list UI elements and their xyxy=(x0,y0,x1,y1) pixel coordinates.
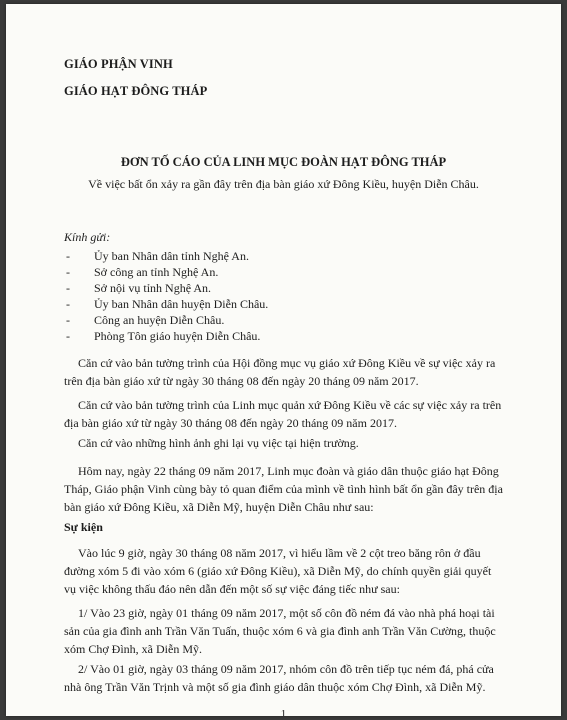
recipient-item: - Sở nội vụ tỉnh Nghệ An. xyxy=(64,280,268,296)
recipient-list xyxy=(64,248,268,344)
paragraph-basis-priest: Căn cứ vào bản tường trình của Linh mục quản xứ Đông Kiều về các sự việc xảy ra trên địa bàn giáo xứ từ ngày 30 tháng 08 đến ngày 20 tháng 09 năm 2017. xyxy=(64,398,502,430)
section-heading: Sự kiện xyxy=(64,520,103,534)
recipient-item: - Công an huyện Diễn Châu. xyxy=(64,312,268,328)
recipient-item: - Sở công an tỉnh Nghệ An. xyxy=(64,264,268,280)
paragraph-statement: Hôm nay, ngày 22 tháng 09 năm 2017, Linh mục đoàn và giáo dân thuộc giáo hạt Đông Tháp, Giáo phận Vinh cùng bày tỏ quan điểm của mình về tình hình bất ổn gần đây trên địa bàn giáo xứ Đông Kiều, xã Diễn Mỹ, huyện Diễn Châu như sau: xyxy=(64,464,503,514)
recipient-item: - Phòng Tôn giáo huyện Diễn Châu. xyxy=(64,328,268,344)
paragraph-event-1: 1/ Vào 23 giờ, ngày 01 tháng 09 năm 2017, một số côn đồ ném đá vào nhà phá hoại tài sản của gia đình anh Trần Văn Tuấn, thuộc xóm 6 và gia đình anh Trần Văn Cường, thuộc xóm Chợ Đình, xã Diễn Mỹ. xyxy=(64,606,496,656)
page-number: 1 xyxy=(280,708,287,716)
document-page xyxy=(6,4,561,716)
document-title: ĐƠN TỐ CÁO CỦA LINH MỤC ĐOÀN HẠT ĐÔNG THÁP xyxy=(120,155,447,169)
recipient-item: - Ủy ban Nhân dân huyện Diễn Châu. xyxy=(64,296,268,312)
salutation: Kính gửi: xyxy=(64,230,111,244)
diocese-name: GIÁO PHẬN VINH xyxy=(64,57,173,71)
paragraph-basis-images: Căn cứ vào những hình ảnh ghi lại vụ việc tại hiện trường. xyxy=(78,436,359,450)
paragraph-event-2: 2/ Vào 01 giờ, ngày 03 tháng 09 năm 2017, nhóm côn đồ trên tiếp tục ném đá, phá cửa nhà ông Trần Văn Trịnh và một số gia đình giáo dân thuộc xóm Chợ Đình, xã Diễn Mỹ. xyxy=(64,662,494,694)
recipient-item: - Ủy ban Nhân dân tỉnh Nghệ An. xyxy=(64,248,268,264)
paragraph-basis-council: Căn cứ vào bản tường trình của Hội đồng mục vụ giáo xứ Đông Kiều về sự việc xảy ra trên địa bàn giáo xứ từ ngày 30 tháng 08 đến ngày 20 tháng 09 năm 2017. xyxy=(64,356,496,388)
paragraph-event-intro: Vào lúc 9 giờ, ngày 30 tháng 08 năm 2017, vì hiểu lầm về 2 cột treo băng rôn ở đầu đường xóm 5 đi vào xóm 6 (giáo xứ Đông Kiều), xã Diễn Mỹ, do chính quyền giải quyết vụ việc không thấu đáo nên dẫn đến một số sự việc đáng tiếc như sau: xyxy=(64,546,492,596)
document-subtitle: Về việc bất ổn xảy ra gần đây trên địa bàn giáo xứ Đông Kiều, huyện Diễn Châu. xyxy=(88,177,479,191)
deanery-name: GIÁO HẠT ĐÔNG THÁP xyxy=(64,84,208,98)
